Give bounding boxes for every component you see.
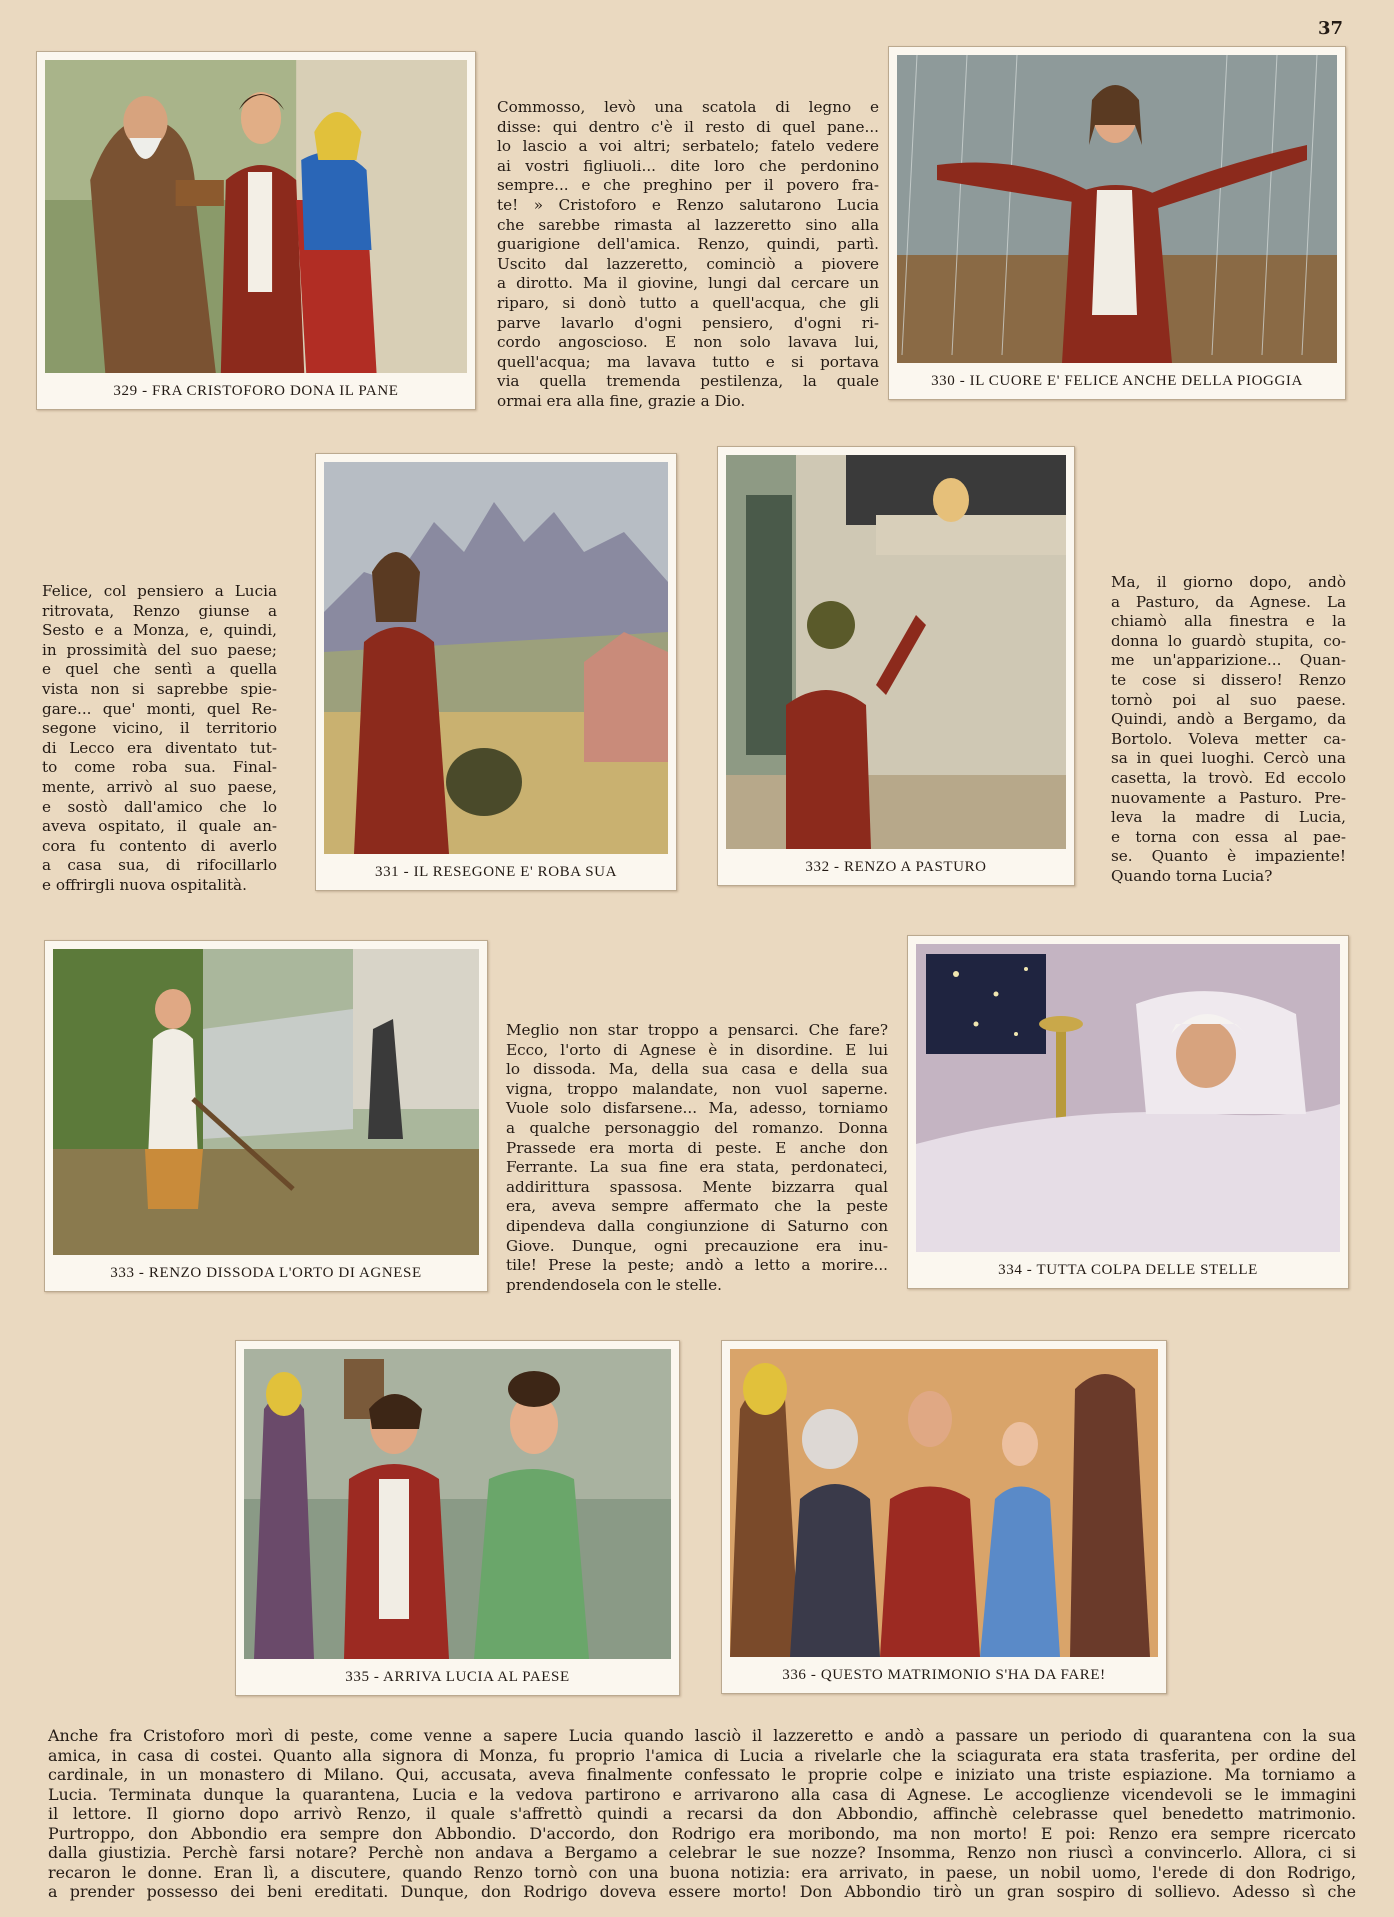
- illustration-card-332: [717, 446, 1075, 886]
- illustration-lucia-arrives: [244, 1349, 671, 1659]
- illustration-card-331: [315, 453, 677, 891]
- caption-330: 330 - IL CUORE E' FELICE ANCHE DELLA PIOGGIA: [931, 373, 1303, 389]
- illustration-card-329: [36, 51, 476, 410]
- caption-334: 334 - TUTTA COLPA DELLE STELLE: [998, 1262, 1258, 1278]
- page-number: 37: [1318, 18, 1344, 39]
- text-block-lower-center: Meglio non star troppo a pensarci. Che fare? Ecco, l'orto di Agnese è in disordine. E lui lo dissoda. Ma, della sua casa e della sua vigna, troppo malandate, non vuol saperne. Vuole solo disfarsene... Ma, adesso, torniamo a qualche personaggio del romanzo. Donna Prassede era morta di peste. E anche don Ferrante. La sua fine era stata, perdonateci, addirittura spassosa. Mente bizzarra qual era, aveva sempre affermato che la peste dipendeva dalla congiunzione di Saturno con Giove. Dunque, ogni precauzione era inu- tile! Prese la peste; andò a letto a morire... prendendosela con le stelle.: [506, 1021, 888, 1294]
- text-block-top-center: Commosso, levò una scatola di legno e disse: qui dentro c'è il resto di quel pane... lo lascio a voi altri; serbatelo; fatelo vedere ai vostri figliuoli... dite loro che perdonino sempre... e che preghino per il povero fra- te! » Cristoforo e Renzo salutarono Lucia che sarebbe rimasta al lazzeretto sino alla guarigione dell'amica. Renzo, quindi, partì. Uscito dal lazzeretto, cominciò a piovere a dirotto. Ma il giovine, lungi dal cercare un riparo, si donò tutto a quell'acqua, che gli parve lavarlo d'ogni pensiero, d'ogni ri- cordo angoscioso. E non solo lavava lui, quell'acqua; ma lavava tutto e si portava via quella tremenda pestilenza, la quale ormai era alla fine, grazie a Dio.: [497, 98, 879, 410]
- caption-336: 336 - QUESTO MATRIMONIO S'HA DA FARE!: [782, 1667, 1106, 1683]
- illustration-resegone-mountains: [324, 462, 668, 854]
- text-block-middle-left: Felice, col pensiero a Lucia ritrovata, Renzo giunse a Sesto e a Monza, e, quindi, in prossimità del suo paese; e quel che sentì a quella vista non si saprebbe spie- gare... que' monti, quel Re- segone vicino, il territorio di Lecco era diventato tut- to come roba sua. Final- mente, arrivò al suo paese, e sostò dall'amico che lo aveva ospitato, il quale an- cora fu contento di averlo a casa sua, di rifocillarlo e offrirgli nuova ospitalità.: [42, 582, 277, 894]
- text-block-middle-right: Ma, il giorno dopo, andò a Pasturo, da Agnese. La chiamò alla finestra e la donna lo guardò stupita, co- me un'apparizione... Quan- te cose si dissero! Renzo tornò poi al suo paese. Quindi, andò a Bergamo, da Bortolo. Voleva metter ca- sa in quei luoghi. Cercò una casetta, la trovò. Ed eccolo nuovamente a Pasturo. Pre- leva la madre di Lucia, e torna con essa al pae- se. Quanto è impaziente! Quando torna Lucia?: [1111, 573, 1346, 885]
- caption-333: 333 - RENZO DISSODA L'ORTO DI AGNESE: [110, 1265, 422, 1281]
- illustration-wedding-group: [730, 1349, 1158, 1657]
- illustration-card-333: [44, 940, 488, 1292]
- illustration-don-ferrante-in-bed: [916, 944, 1340, 1252]
- text-block-bottom: Anche fra Cristoforo morì di peste, come venne a sapere Lucia quando lasciò il lazzeretto e andò a passare un periodo di quarantena con la sua amica, in casa di costei. Quanto alla signora di Monza, fu proprio l'amica di Lucia a rivelarle che la sciagurata era stata trasferita, per ordine del cardinale, in un monastero di Milano. Qui, accusata, aveva finalmente confessato le proprie colpe e iniziato una triste espiazione. Ma torniamo a Lucia. Terminata dunque la quarantena, Lucia e la vedova partirono e arrivarono alla casa di Agnese. Le accoglienze vicendevoli se le immagini il lettore. Il giorno dopo arrivò Renzo, il quale s'affrettò quindi a recarsi da don Abbondio, affinchè celebrasse quel benedetto matrimonio. Purtroppo, don Abbondio era sempre don Abbondio. D'accordo, don Rodrigo era moribondo, ma non morto! E poi: Renzo era sempre ricercato dalla giustizia. Perchè farsi notare? Perchè non andava a Bergamo a celebrar le sue nozze? Insomma, Renzo non riuscì a convincerlo. Allora, ci si recaron le donne. Eran lì, a discutere, quando Renzo tornò con una buona notizia: era arrivato, in paese, un nobil uomo, l'erede di don Rodrigo, a prender possesso dei beni ereditati. Dunque, don Rodrigo doveva essere morto! Don Abbondio tirò un gran sospiro di sollievo. Adesso sì che: [48, 1726, 1356, 1901]
- illustration-card-335: [235, 1340, 680, 1696]
- illustration-renzo-at-pasturo: [726, 455, 1066, 849]
- caption-335: 335 - ARRIVA LUCIA AL PAESE: [345, 1669, 570, 1685]
- illustration-card-336: [721, 1340, 1167, 1694]
- illustration-card-330: [888, 46, 1346, 400]
- illustration-card-334: [907, 935, 1349, 1289]
- caption-329: 329 - FRA CRISTOFORO DONA IL PANE: [113, 383, 399, 399]
- illustration-renzo-digging-garden: [53, 949, 479, 1255]
- caption-331: 331 - IL RESEGONE E' ROBA SUA: [374, 864, 618, 880]
- illustration-friar-gives-bread: [45, 60, 467, 373]
- caption-332: 332 - RENZO A PASTURO: [805, 859, 987, 875]
- illustration-renzo-in-rain: [897, 55, 1337, 363]
